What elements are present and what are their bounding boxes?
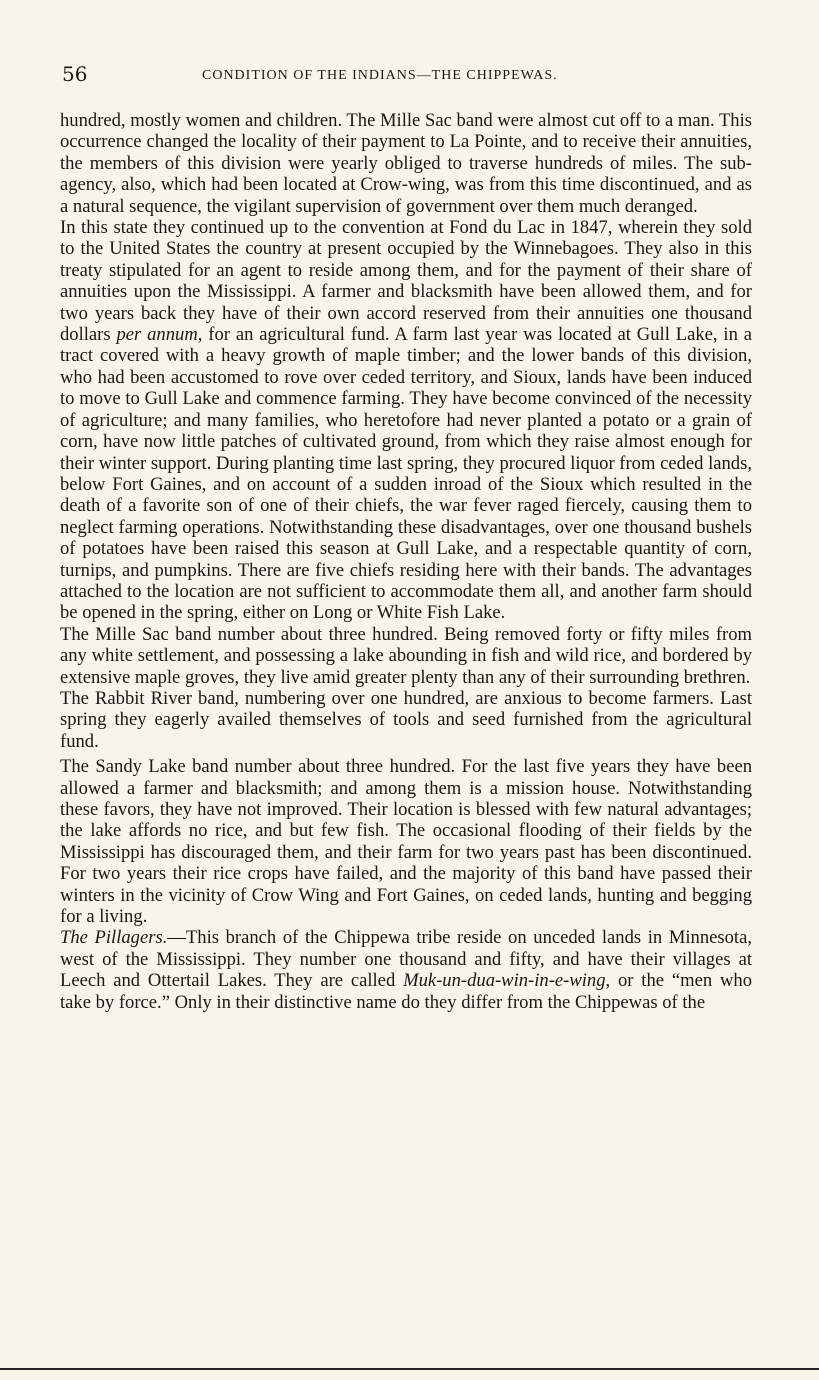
paragraph-6 [60, 927, 752, 1013]
bottom-rule [0, 1368, 819, 1370]
paragraph-6-part-b: , or the “men who take by force.” Only in their distinctive name do they differ from the Chippewas of the [60, 970, 752, 1013]
page-header [62, 60, 752, 88]
paragraph-6-italic-heading: The Pillagers. [60, 927, 168, 949]
paragraph-2 [60, 217, 752, 624]
paragraph-5: The Sandy Lake band number about three hundred. For the last five years they have been allowed a farmer and blacksmith; and among them is a mission house. Notwithstanding these favors, they have not improved. Their location is blessed with few natural advantages; the lake affords no rice, and but few fish. The occasional flooding of their fields by the Mississippi has discouraged them, and their farm for two years past has been discontinued. For two years their rice crops have failed, and the majority of this band have passed their winters in the vicinity of Crow Wing and Fort Gaines, on ceded lands, hunting and begging for a living. [60, 756, 752, 928]
paragraph-1: hundred, mostly women and children. The Mille Sac band were almost cut off to a man. This occurrence changed the locality of their payment to La Pointe, and to receive their annuities, the members of this division were yearly obliged to traverse hundreds of miles. The sub-agency, also, which had been located at Crow-wing, was from this time discontinued, and as a natural sequence, the vigilant supervision of government over them much deranged. [60, 110, 752, 217]
paragraph-6-part-a: —This branch of the Chippewa tribe reside on unceded lands in Minnesota, west of the Mississippi. They number one thousand and fifty, and have their villages at Leech and Ottertail Lakes. They are called [60, 927, 752, 992]
page-number: 56 [62, 62, 88, 86]
running-head: CONDITION OF THE INDIANS—THE CHIPPEWAS. [202, 68, 558, 83]
paragraph-6-italic-name: Muk-un-dua-win-in-e-wing [403, 970, 606, 992]
paragraph-4: The Rabbit River band, numbering over one hundred, are anxious to become farmers. Last spring they eagerly availed themselves of tools and seed furnished from the agricultural fund. [60, 687, 752, 752]
paragraph-2-italic: per annum [116, 324, 198, 346]
body-text [60, 110, 752, 1013]
paragraph-3: The Mille Sac band number about three hundred. Being removed forty or fifty miles from any white settlement, and possessing a lake abounding in fish and wild rice, and bordered by extensive maple groves, they live amid greater plenty than any of their surrounding brethren. [60, 623, 752, 688]
paragraph-2-part-a: In this state they continued up to the convention at Fond du Lac in 1847, wherein they sold to the United States the country at present occupied by the Winnebagoes. They also in this treaty stipulated for an agent to reside among them, and for the payment of their share of annuities upon the Mississippi. A farmer and blacksmith have been allowed them, and for two years back they have of their own accord reserved from their annuities one thousand dollars [60, 217, 752, 346]
paragraph-2-part-b: , for an agricultural fund. A farm last year was located at Gull Lake, in a tract covered with a heavy growth of maple timber; and the lower bands of this division, who had been accustomed to rove over ceded territory, and Sioux, lands have been induced to move to Gull Lake and commence farming. They have become convinced of the necessity of agriculture; and many families, who heretofore had never planted a potato or a grain of corn, have now little patches of cultivated ground, from which they raise almost enough for their winter support. During planting time last spring, they procured liquor from ceded lands, below Fort Gaines, and on account of a sudden inroad of the Sioux which resulted in the death of a favorite son of one of their chiefs, the war fever raged fiercely, causing them to neglect farming operations. Notwithstanding these disadvantages, over one thousand bushels of potatoes have been raised this season at Gull Lake, and a respectable quantity of corn, turnips, and pumpkins. There are five chiefs residing here with their bands. The advantages attached to the location are not sufficient to accommodate them all, and another farm should be opened in the spring, either on Long or White Fish Lake. [60, 324, 752, 624]
